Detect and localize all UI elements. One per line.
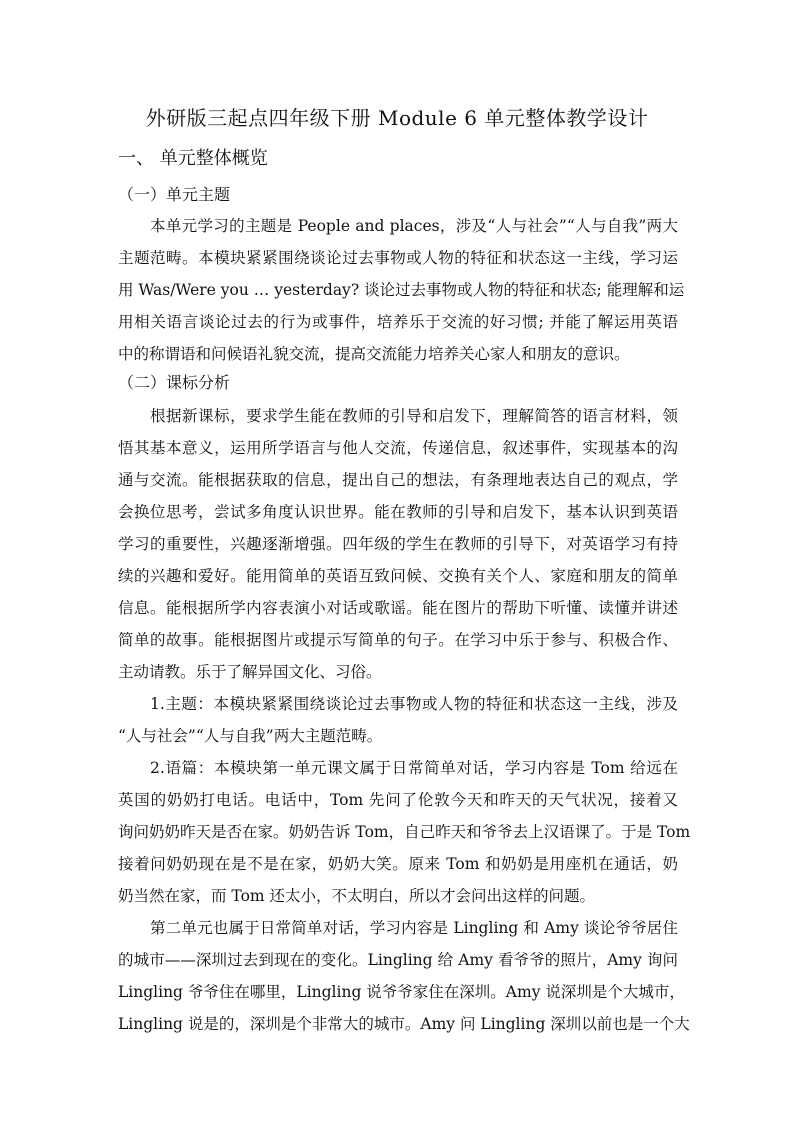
subheading-unit-theme: （一）单元主题 [118,185,231,204]
paragraph-line: 信息。能根据所学内容表演小对话或歌谣。能在图片的帮助下听懂、读懂并讲述 [118,599,678,617]
paragraph-line: 用相关语言谈论过去的行为或事件，培养乐于交流的好习惯; 并能了解运用英语 [118,313,678,331]
paragraph-line: 学习的重要性，兴趣逐渐增强。四年级的学生在教师的引导下，对英语学习有持 [118,535,678,553]
paragraph-line: 主动请教。乐于了解异国文化、习俗。 [118,663,382,681]
paragraph-line: 简单的故事。能根据图片或提示写简单的句子。在学习中乐于参与、积极合作、 [118,631,678,649]
list-item-text: 2.语篇：本模块第一单元课文属于日常简单对话，学习内容是 Tom 给远在 [150,759,678,777]
paragraph-line: 续的兴趣和爱好。能用简单的英语互致问候、交换有关个人、家庭和朋友的简单 [118,567,678,585]
paragraph-line: Lingling 爷爷住在哪里，Lingling 说爷爷家住在深圳。Amy 说深圳是个大城市， [118,983,685,1001]
paragraph-line: 根据新课标，要求学生能在教师的引导和启发下，理解简答的语言材料，领 [150,407,678,425]
document-title: 外研版三起点四年级下册 Module 6 单元整体教学设计 [145,106,649,130]
paragraph-line: 中的称谓语和问候语礼貌交流，提高交流能力培养关心家人和朋友的意识。 [118,345,630,363]
section-heading-overview: 一、 单元整体概览 [118,148,268,169]
paragraph-line: Lingling 说是的，深圳是个非常大的城市。Amy 问 Lingling 深圳以前也是一个大 [118,1015,690,1033]
paragraph-line: 奶当然在家，而 Tom 还太小，不太明白，所以才会问出这样的问题。 [118,887,596,905]
paragraph-line: 会换位思考，尝试多角度认识世界。能在教师的引导和启发下，基本认识到英语 [118,503,678,521]
list-item-theme: 1.主题：本模块紧紧围绕谈论过去事物或人物的特征和状态这一主线，涉及 [150,695,678,713]
paragraph-line: 的城市——深圳过去到现在的变化。Lingling 给 Amy 看爷爷的照片，Amy 询问 [118,951,678,969]
paragraph-line: 英国的奶奶打电话。电话中，Tom 先问了伦敦今天和昨天的天气状况，接着又 [118,791,678,809]
paragraph-line: 接着问奶奶现在是不是在家，奶奶大笑。原来 Tom 和奶奶是用座机在通话，奶 [118,855,678,873]
subheading-curriculum-analysis: （二）课标分析 [118,373,231,392]
paragraph-line: 询问奶奶昨天是否在家。奶奶告诉 Tom，自己昨天和爷爷去上汉语课了。于是 Tom [118,823,691,841]
paragraph-line: 悟其基本意义，运用所学语言与他人交流，传递信息，叙述事件，实现基本的沟 [118,439,678,457]
paragraph-line: 本单元学习的主题是 People and places，涉及“人与社会”“人与自我”两大 [150,217,678,235]
paragraph-line: “人与社会”“人与自我”两大主题范畴。 [118,727,383,745]
paragraph-line: 主题范畴。本模块紧紧围绕谈论过去事物或人物的特征和状态这一主线，学习运 [118,249,678,267]
paragraph-line: 通与交流。能根据获取的信息，提出自己的想法，有条理地表达自己的观点，学 [118,471,678,489]
paragraph-line: 第二单元也属于日常简单对话，学习内容是 Lingling 和 Amy 谈论爷爷居住 [150,919,678,937]
paragraph-line: 用 Was/Were you … yesterday? 谈论过去事物或人物的特征和状态; 能理解和运 [118,281,685,299]
